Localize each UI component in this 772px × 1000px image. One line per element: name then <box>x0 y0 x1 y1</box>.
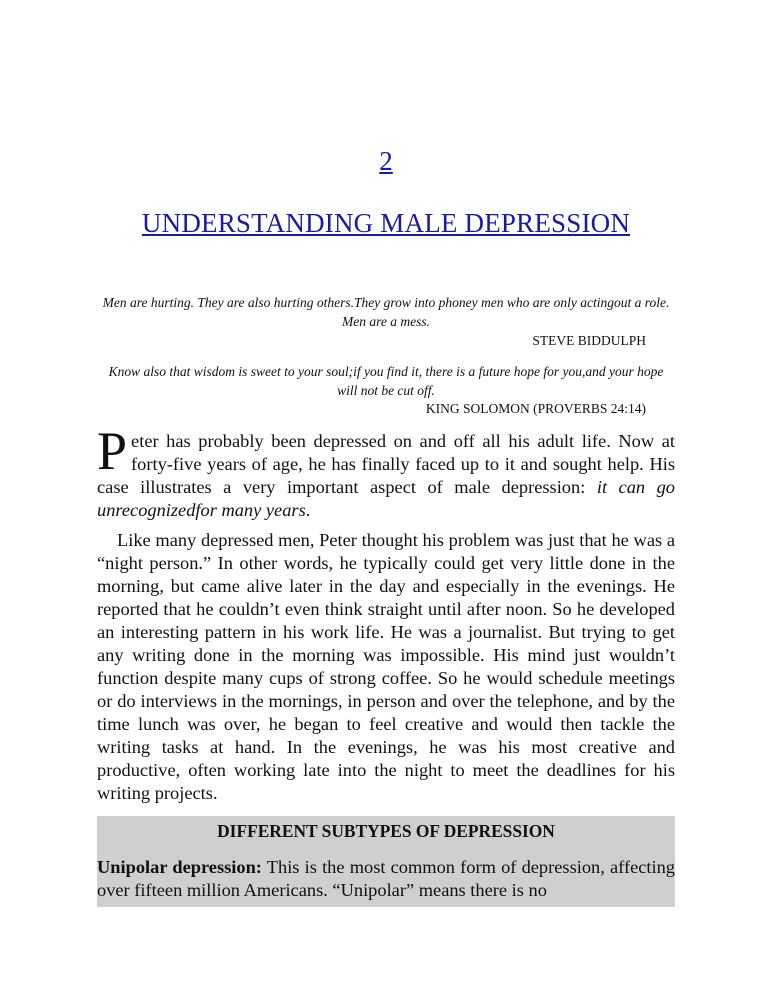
sidebar-term: Unipolar depression: <box>97 857 262 877</box>
chapter-number: 2 <box>379 146 393 176</box>
body-paragraph-1 <box>97 421 676 522</box>
epigraph-attribution-1: STEVE BIDDULPH <box>532 333 646 348</box>
sidebar-heading: DIFFERENT SUBTYPES OF DEPRESSION <box>217 821 555 841</box>
paragraph-1-end: . <box>305 500 311 520</box>
drop-cap: P <box>97 421 128 481</box>
paragraph-1-emphasis: it can go unrecognizedfor many years <box>97 477 676 520</box>
paragraph-1-text: eter has probably been depressed on and off all his adult life. Now at forty-five years of age, he has finally faced up to it and sought help. His case illustrates a very important aspect of male depression: <box>97 431 675 497</box>
sidebar-definition: This is the most common form of depression, affecting over fifteen million Americans. “Unipolar” means there is no <box>97 857 676 900</box>
sidebar-box <box>97 816 675 907</box>
chapter-title: UNDERSTANDING MALE DEPRESSION <box>141 208 631 238</box>
epigraph-quote-2: Know also that wisdom is sweet to your soul;if you find it, there is a future hope for you,and your hope will not be cut off. <box>108 364 664 398</box>
epigraph-attribution-2: KING SOLOMON (PROVERBS 24:14) <box>425 401 646 416</box>
sidebar-text <box>97 856 675 902</box>
epigraph-quote-1: Men are hurting. They are also hurting others.They grow into phoney men who are only actingout a role. Men are a mess. <box>102 295 670 329</box>
body-paragraph-2: Like many depressed men, Peter thought his problem was just that he was a “night person.” In other words, he typically could get very little done in the morning, but came alive later in the day and especially in the evenings. He reported that he couldn’t even think straight until after noon. So he developed an interesting pattern in his work life. He was a journalist. But trying to get any writing done in the morning was impossible. His mind just wouldn’t function despite many cups of strong coffee. So he would schedule meetings or do interviews in the mornings, in person and over the telephone, and by the time lunch was over, he began to feel creative and would then tackle the writing tasks at hand. In the evenings, he was his most creative and productive, often working late into the night to meet the deadlines for his writing projects. <box>97 530 675 803</box>
